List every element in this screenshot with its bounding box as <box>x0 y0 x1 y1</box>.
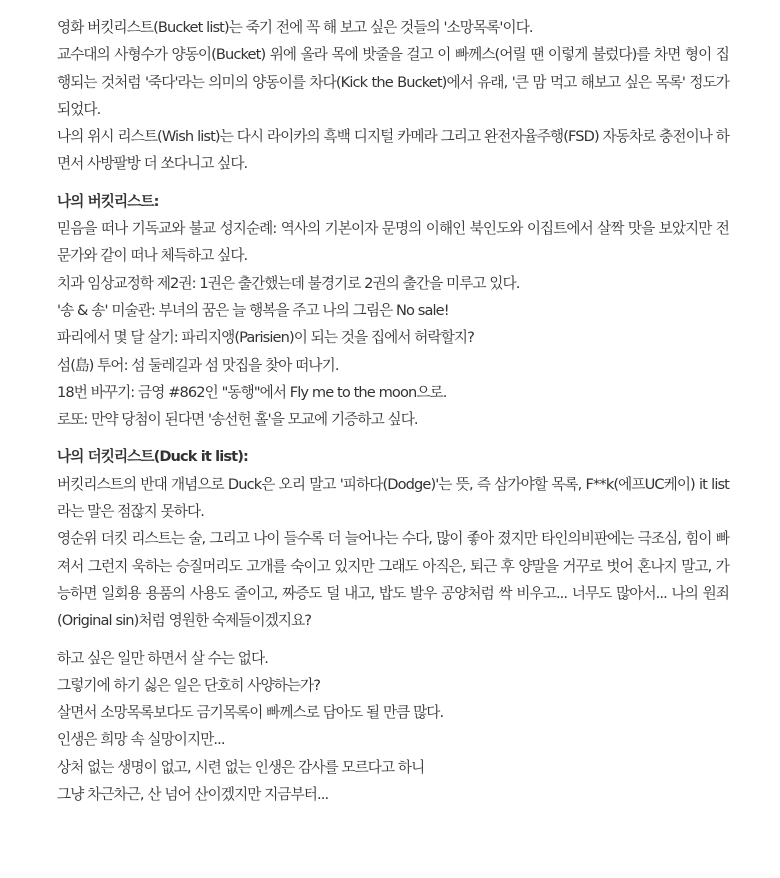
bucket-list-item: 치과 임상교정학 제2권: 1권은 출간했는데 불경기로 2권의 출간을 미루고 있다. <box>57 274 520 292</box>
bucket-list-item: '송 & 송' 미술관: 부녀의 꿈은 늘 행복을 주고 나의 그림은 No sale! <box>57 301 449 319</box>
bucket-list-section <box>57 188 729 434</box>
bucket-list-item: 섬(島) 투어: 섬 둘레길과 섬 맛집을 찾아 떠나기. <box>57 356 339 374</box>
duck-it-list-paragraph: 영순위 더킷 리스트는 술, 그리고 나이 들수록 더 늘어나는 수다, 많이 좋아 졌지만 타인의비판에는 극조심, 힘이 빠져서 그런지 욱하는 승질머리도 고개를 숙이고 있지만 그래도 아직은, 퇴근 후 양말을 거꾸로 벗어 혼나지 말고, 가능하면 일회용 용품의 사용도 줄이고, 짜증도 덜 내고, 밥도 발우 공양처럼 싹 비우고... 너무도 많아서... 나의 원죄(Original sin)처럼 영원한 숙제들이겠지요? <box>57 530 729 630</box>
bucket-list-item: 파리에서 몇 달 살기: 파리지앵(Parisien)이 되는 것을 집에서 허락할지? <box>57 329 474 347</box>
bucket-list-heading: 나의 버킷리스트: <box>57 192 159 210</box>
intro-paragraph: 영화 버킷리스트(Bucket list)는 죽기 전에 꼭 해 보고 싶은 것들의 '소망목록'이다. <box>57 19 533 36</box>
closing-line: 인생은 희망 속 실망이지만... <box>57 731 225 749</box>
closing-line: 그냥 차근차근, 산 넘어 산이겠지만 지금부터... <box>57 786 329 804</box>
closing-line: 하고 싶은 일만 하면서 살 수는 없다. <box>57 649 268 667</box>
article-body <box>57 14 729 808</box>
intro-paragraph: 교수대의 사형수가 양동이(Bucket) 위에 올라 목에 밧줄을 걸고 이 빠께스(어릴 땐 이렇게 불렀다)를 차면 형이 집행되는 것처럼 '죽다'라는 의미의 양동이를 차다(Kick the Bucket)에서 유래, '큰 맘 먹고 해보고 싶은 목록' 정도가 되었다. <box>57 46 729 118</box>
bucket-list-item: 18번 바꾸기: 금영 #862인 "동행"에서 Fly me to the moon으로. <box>57 383 447 401</box>
closing-line: 상처 없는 생명이 없고, 시련 없는 인생은 감사를 모르다고 하니 <box>57 758 425 776</box>
duck-it-list-section <box>57 443 729 634</box>
closing-section <box>57 645 729 809</box>
duck-it-list-paragraph: 버킷리스트의 반대 개념으로 Duck은 오리 말고 '피하다(Dodge)'는 뜻, 즉 삼가야할 목록, F**k(에프UC케이) it list라는 말은 점잖지 못하다. <box>57 475 729 521</box>
bucket-list-item: 로또: 만약 당첨이 된다면 '송선헌 홀'을 모교에 기증하고 싶다. <box>57 411 418 429</box>
closing-line: 그렇기에 하기 싫은 일은 단호히 사양하는가? <box>57 676 321 694</box>
duck-it-list-heading: 나의 더킷리스트(Duck it list): <box>57 448 248 466</box>
closing-line: 살면서 소망목록보다도 금기목록이 빠께스로 담아도 될 만큼 많다. <box>57 704 444 722</box>
intro-section <box>57 14 729 178</box>
bucket-list-item: 믿음을 떠나 기독교와 불교 성지순례: 역사의 기본이자 문명의 이해인 북인도와 이집트에서 살짝 맛을 보았지만 전문가와 같이 떠나 체득하고 싶다. <box>57 220 729 265</box>
intro-paragraph: 나의 위시 리스트(Wish list)는 다시 라이카의 흑백 디지털 카메라 그리고 완전자율주행(FSD) 자동차로 충전이나 하면서 사방팔방 더 쏘다니고 싶다. <box>57 128 729 173</box>
